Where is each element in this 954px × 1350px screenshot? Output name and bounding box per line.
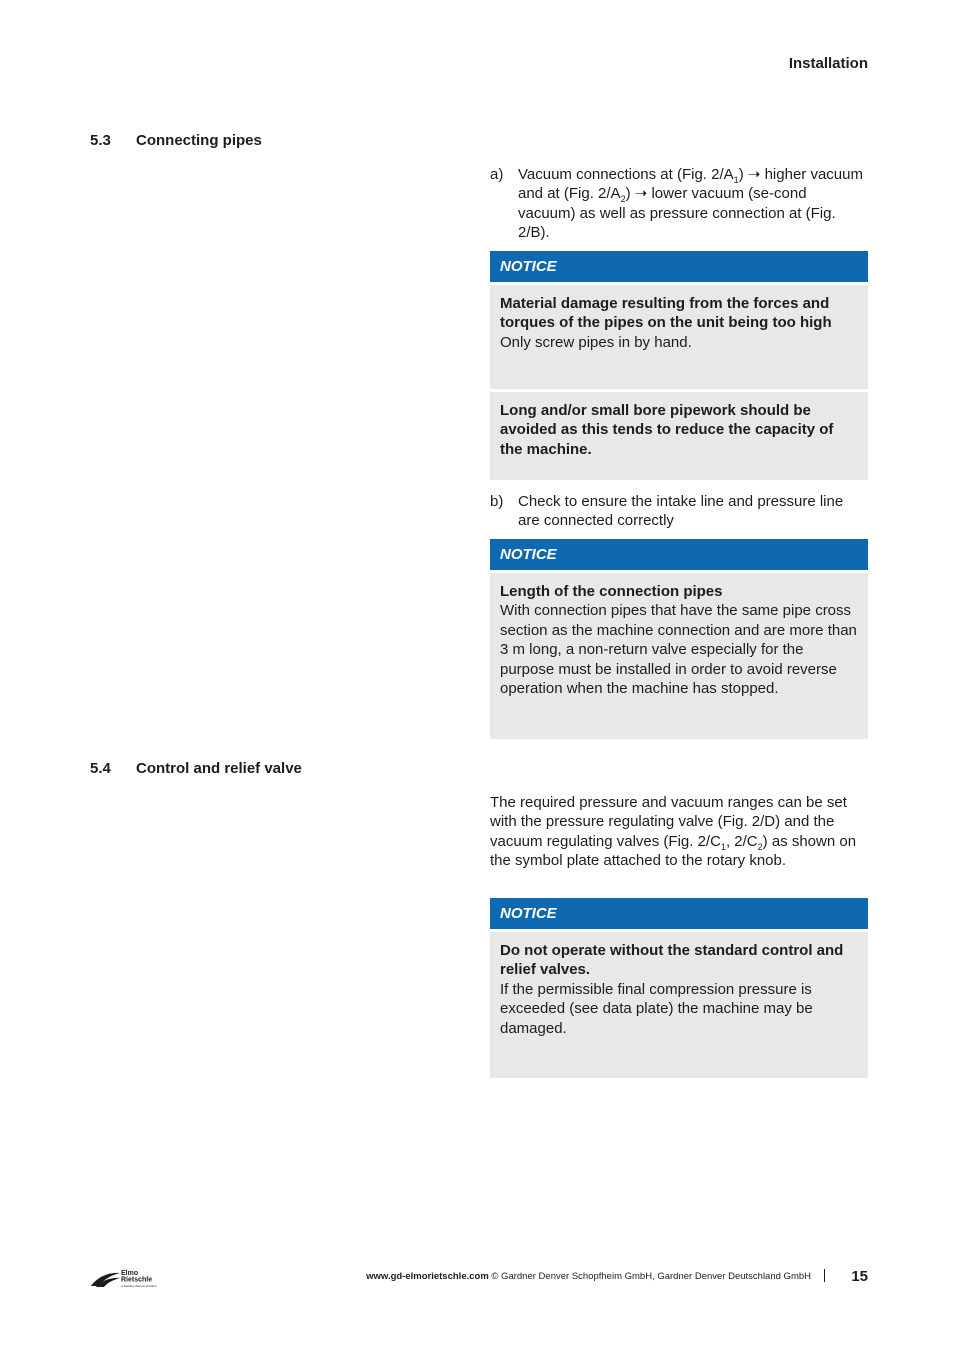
notice-bold-text: Do not operate without the standard control and relief valves. [500, 942, 844, 979]
list-marker: b) [490, 493, 504, 510]
notice-label: NOTICE [490, 898, 868, 929]
text-run: ) ➝ lower vacuum (se-cond vacuum) as well as pressure connection at (Fig. 2/B). [518, 185, 836, 242]
notice-label: NOTICE [490, 539, 868, 570]
notice-box [490, 573, 868, 739]
notice-text: If the permissible final compression pressure is exceeded (see data plate) the machine may be damaged. [500, 980, 813, 1037]
notice-bold-text: Length of the connection pipes [500, 583, 723, 600]
notice-text: With connection pipes that have the same pipe cross section as the machine connection and are more than 3 m long, a non-return valve especially for the purpose must be installed in order to avoid reverse operation when the machine has stopped. [500, 602, 857, 698]
notice-box [490, 392, 868, 480]
elmo-rietschle-logo [90, 1268, 170, 1290]
subscript: 2 [620, 194, 626, 205]
section-heading-5-4 [90, 760, 302, 777]
notice-block-3 [490, 898, 868, 1078]
notice-text: Only screw pipes in by hand. [500, 333, 692, 351]
logo-tagline: A Gardner Denver Product [121, 1284, 157, 1288]
subscript: 2 [757, 841, 763, 852]
text-run: ) as shown on the symbol plate attached to the rotary knob. [490, 832, 857, 870]
page-header-title: Installation [788, 55, 868, 72]
page-number: 15 [851, 1268, 868, 1285]
notice-bold-text: Material damage resulting from the forces and torques of the pipes on the unit being too high [500, 295, 832, 332]
list-marker: a) [490, 166, 504, 183]
logo-line-1: Elmo [121, 1270, 139, 1277]
notice-box [490, 285, 868, 389]
logo-line-2: Rietschle [121, 1276, 153, 1284]
section-title: Control and relief valve [136, 760, 302, 777]
notice-label: NOTICE [490, 251, 868, 282]
section-number: 5.4 [90, 760, 111, 777]
text-run: , 2/C [725, 832, 758, 850]
footer-url[interactable]: www.gd-elmorietschle.com [366, 1271, 489, 1282]
notice-block-2 [490, 539, 868, 739]
text-run: The required pressure and vacuum ranges can be set with the pressure regulating valve (Fig. 2/D) and the vacuum regulating valves (Fig. 2/C [490, 794, 847, 850]
footer-copyright-text: © Gardner Denver Schopfheim GmbH, Gardner Denver Deutschland GmbH [488, 1271, 811, 1282]
notice-box [490, 932, 868, 1078]
list-text: Check to ensure the intake line and pressure line are connected correctly [518, 493, 844, 530]
notice-bold-text: Long and/or small bore pipework should be avoided as this tends to reduce the capacity of the machine. [500, 402, 834, 458]
footer-divider [824, 1269, 825, 1282]
footer-copyright [366, 1271, 811, 1282]
notice-block-1 [490, 251, 868, 480]
text-run: Vacuum connections at (Fig. 2/A [518, 166, 734, 183]
section-heading-5-3 [90, 132, 262, 149]
list-item-b-wrap [490, 492, 868, 531]
text-run: ) ➝ higher vacuum and at (Fig. 2/A [518, 166, 863, 203]
section-number: 5.3 [90, 132, 111, 149]
list-text [518, 165, 868, 243]
list-item-a [490, 165, 868, 243]
section-title: Connecting pipes [136, 132, 262, 149]
list-item-b [490, 492, 868, 531]
subscript: 1 [733, 175, 739, 185]
subscript: 1 [720, 841, 726, 852]
section-5-3-content [490, 165, 868, 243]
section-5-4-paragraph [490, 793, 868, 871]
